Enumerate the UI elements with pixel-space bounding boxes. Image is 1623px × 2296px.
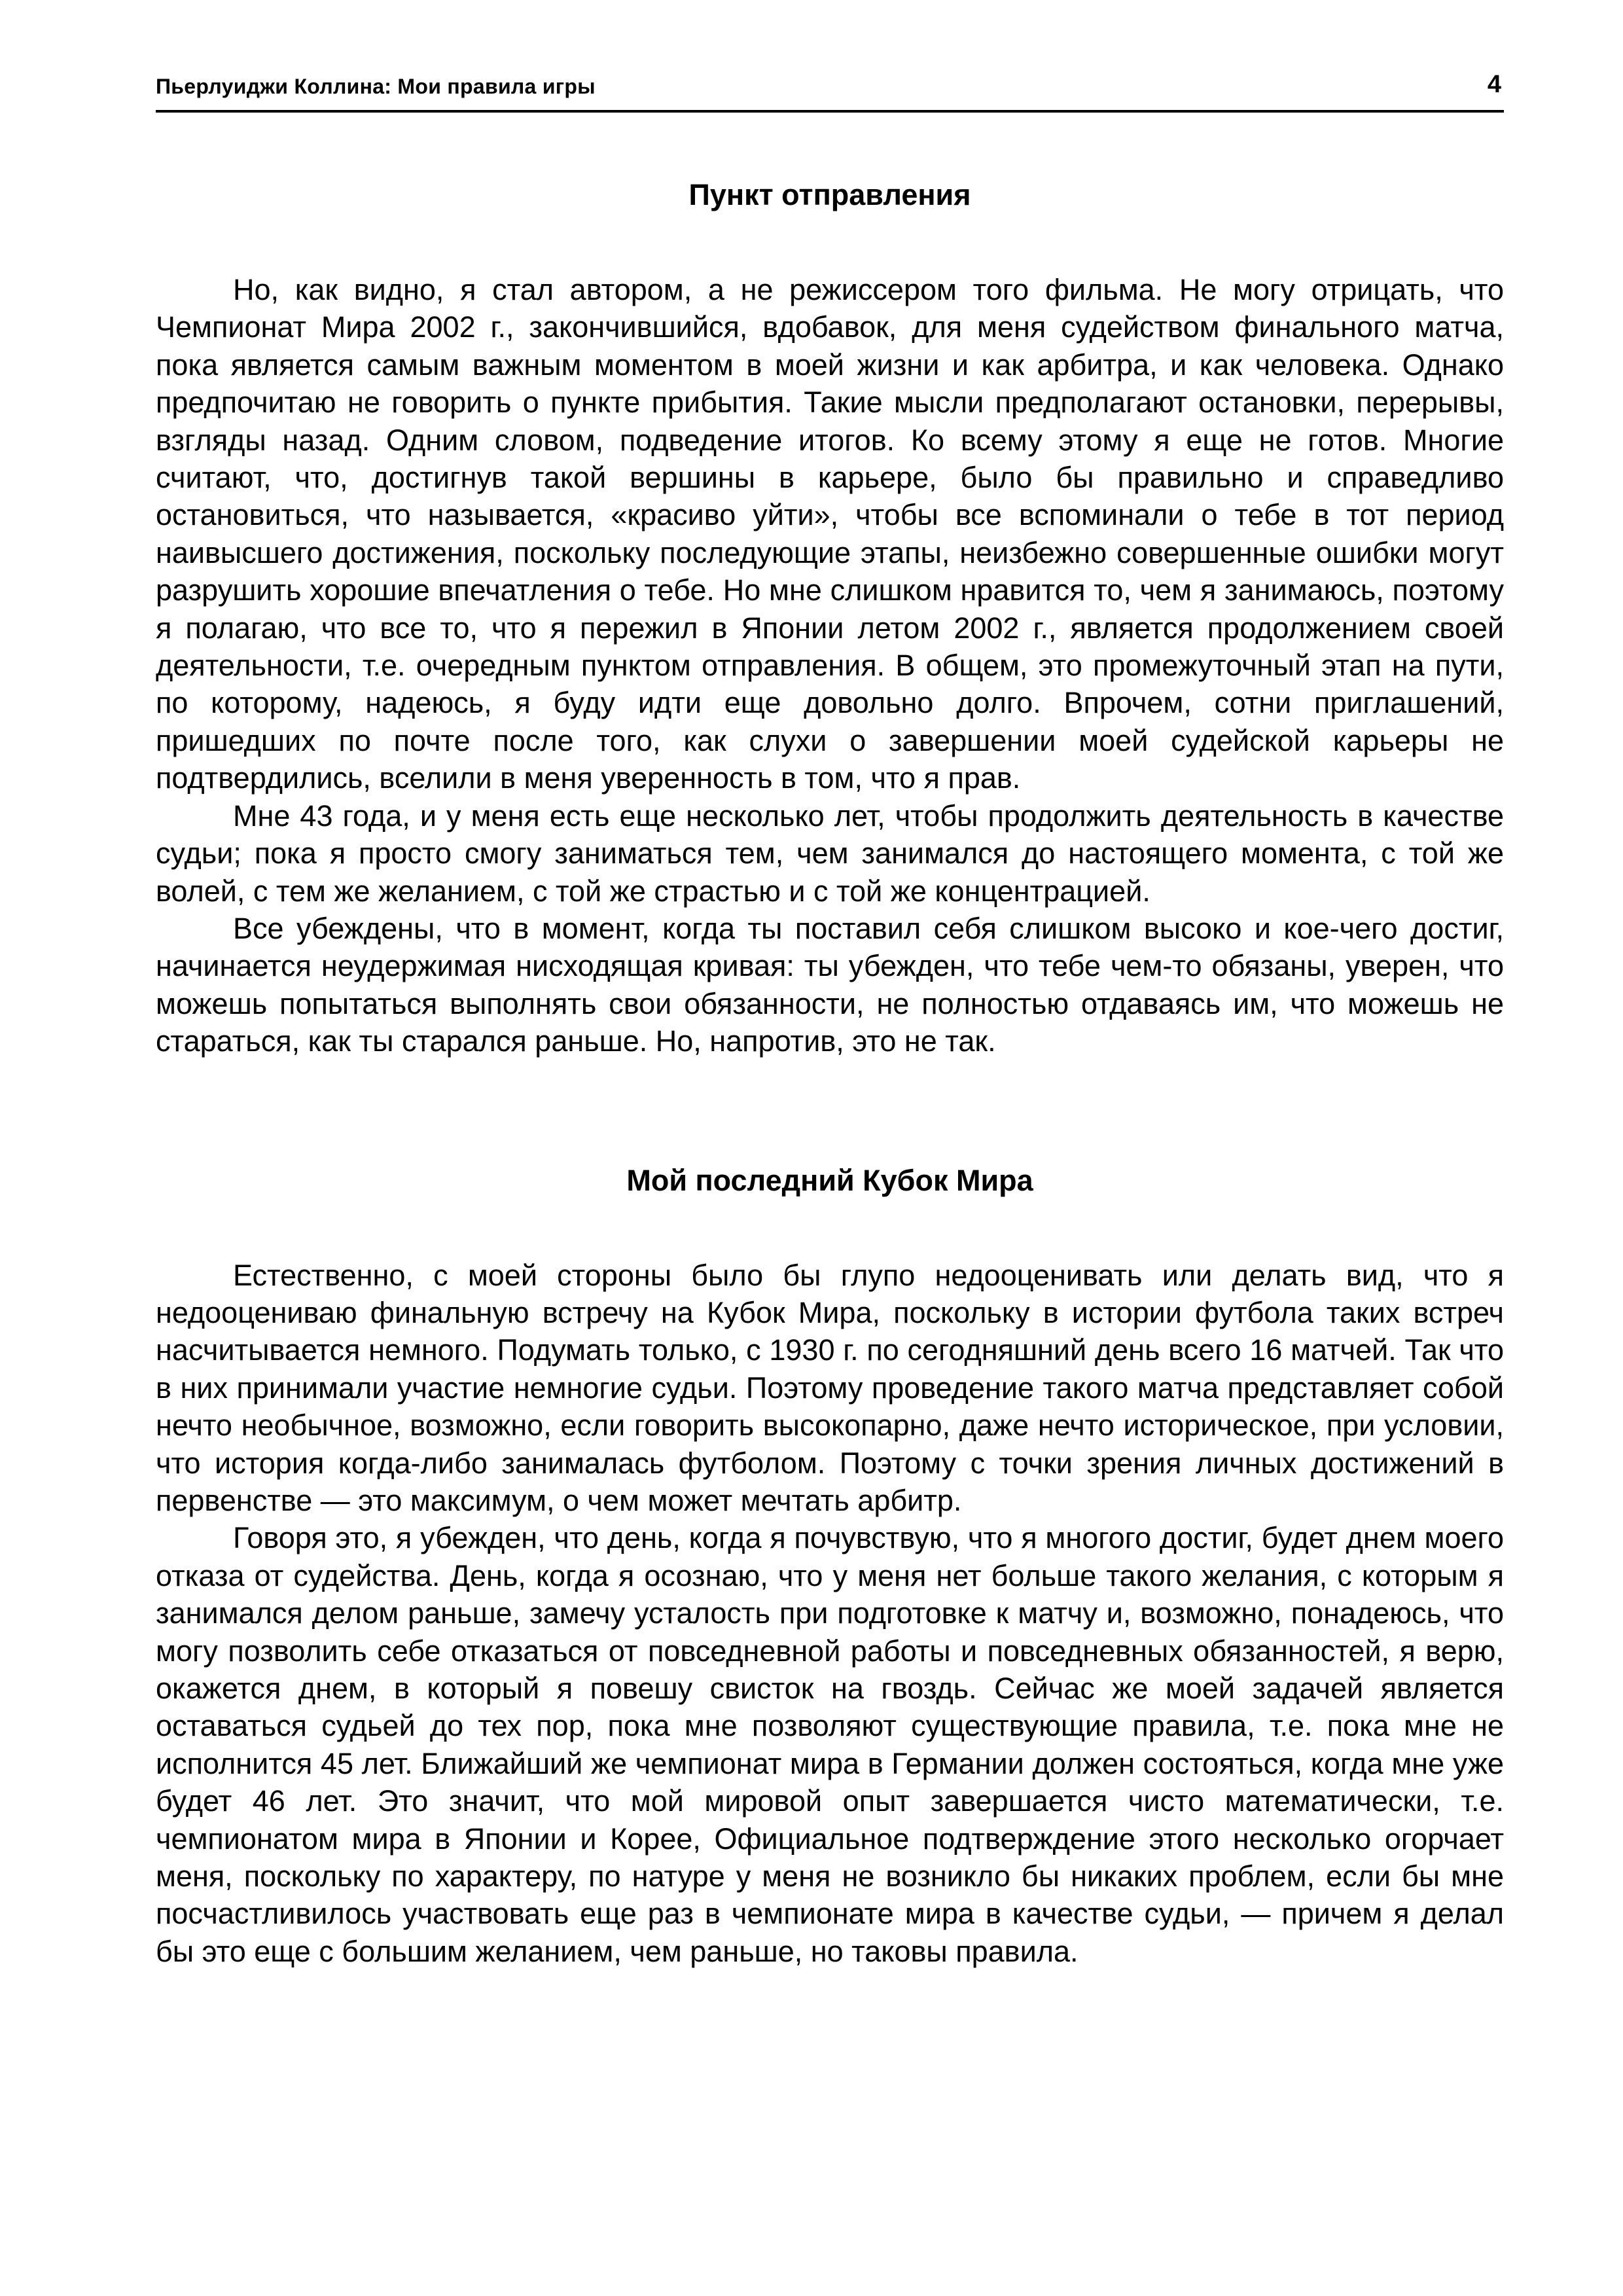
paragraph: Все убеждены, что в момент, когда ты поставил себя слишком высоко и кое-чего достиг, начинается неудержимая нисходящая кривая: ты убежден, что тебе чем-то обязаны, уверен, что можешь попытаться выполнять свои обязанности, не полностью отдаваясь им, что можешь не стараться, как ты старался раньше. Но, напротив, это не так. — [156, 911, 1504, 1058]
section-heading: Мой последний Кубок Мира — [626, 1163, 1033, 1197]
paragraph: Мне 43 года, и у меня есть еще несколько лет, чтобы продолжить деятельность в качестве судьи; пока я просто смогу заниматься тем, чем занимался до настоящего момента, с той же волей, с тем же желанием, с той же страстью и с той же концентрацией. — [156, 798, 1504, 908]
section-departure-point — [156, 174, 1504, 1060]
paragraph: Естественно, с моей стороны было бы глупо недооценивать или делать вид, что я недооцениваю финальную встречу на Кубок Мира, поскольку в истории футбола таких встреч насчитывается немного. Подумать только, с 1930 г. по сегодняшний день всего 16 матчей. Так что в них принимали участие немногие судьи. Поэтому проведение такого матча представляет собой нечто необычное, возможно, если говорить высокопарно, даже нечто историческое, при условии, что история когда-либо занималась футболом. Поэтому с точки зрения личных достижений в первенстве — это максимум, о чем может мечтать арбитр. — [156, 1258, 1504, 1517]
running-header — [156, 73, 1504, 113]
section-heading: Пункт отправления — [688, 178, 971, 211]
running-title: Пьерлуиджи Коллина: Мои правила игры — [156, 75, 596, 98]
page-number: 4 — [1487, 71, 1501, 98]
paragraph: Но, как видно, я стал автором, а не режиссером того фильма. Не могу отрицать, что Чемпионат Мира 2002 г., закончившийся, вдобавок, для меня судейством финального матча, пока является самым важным моментом в моей жизни и как арбитра, и как человека. Однако предпочитаю не говорить о пункте прибытия. Такие мысли предполагают остановки, перерывы, взгляды назад. Одним словом, подведение итогов. Ко всему этому я еще не готов. Многие считают, что, достигнув такой вершины в карьере, было бы правильно и справедливо остановиться, что называется, «красиво уйти», чтобы все вспоминали о тебе в тот период наивысшего достижения, поскольку последующие этапы, неизбежно совершенные ошибки могут разрушить хорошие впечатления о тебе. Но мне слишком нравится то, чем я занимаюсь, поэтому я полагаю, что все то, что я пережил в Японии летом 2002 г., является продолжением своей деятельности, т.е. очередным пунктом отправления. В общем, это промежуточный этап на пути, по которому, надеюсь, я буду идти еще довольно долго. Впрочем, сотни приглашений, пришедших по почте после того, как слухи о завершении моей судейской карьеры не подтвердились, вселили в меня уверенность в том, что я прав. — [156, 273, 1504, 795]
section-last-world-cup — [156, 1160, 1504, 1971]
page-body — [156, 174, 1504, 1970]
paragraph: Говоря это, я убежден, что день, когда я почувствую, что я многого достиг, будет днем моего отказа от судейства. День, когда я осознаю, что у меня нет больше такого желания, с которым я занимался делом раньше, замечу усталость при подготовке к матчу и, возможно, понадеюсь, что могу позволить себе отказаться от повседневной работы и повседневных обязанностей, я верю, окажется днем, в который я повешу свисток на гвоздь. Сейчас же моей задачей является оставаться судьей до тех пор, пока мне позволяют существующие правила, т.е. пока мне не исполнится 45 лет. Ближайший же чемпионат мира в Германии должен состояться, когда мне уже будет 46 лет. Это значит, что мой мировой опыт завершается чисто математически, т.е. чемпионатом мира в Японии и Корее, Официальное подтверждение этого несколько огорчает меня, поскольку по характеру, по натуре у меня не возникло бы никаких проблем, если бы мне посчастливилось участвовать еще раз в чемпионате мира в качестве судьи, — причем я делал бы это еще с большим желанием, чем раньше, но таковы правила. — [156, 1521, 1504, 1968]
